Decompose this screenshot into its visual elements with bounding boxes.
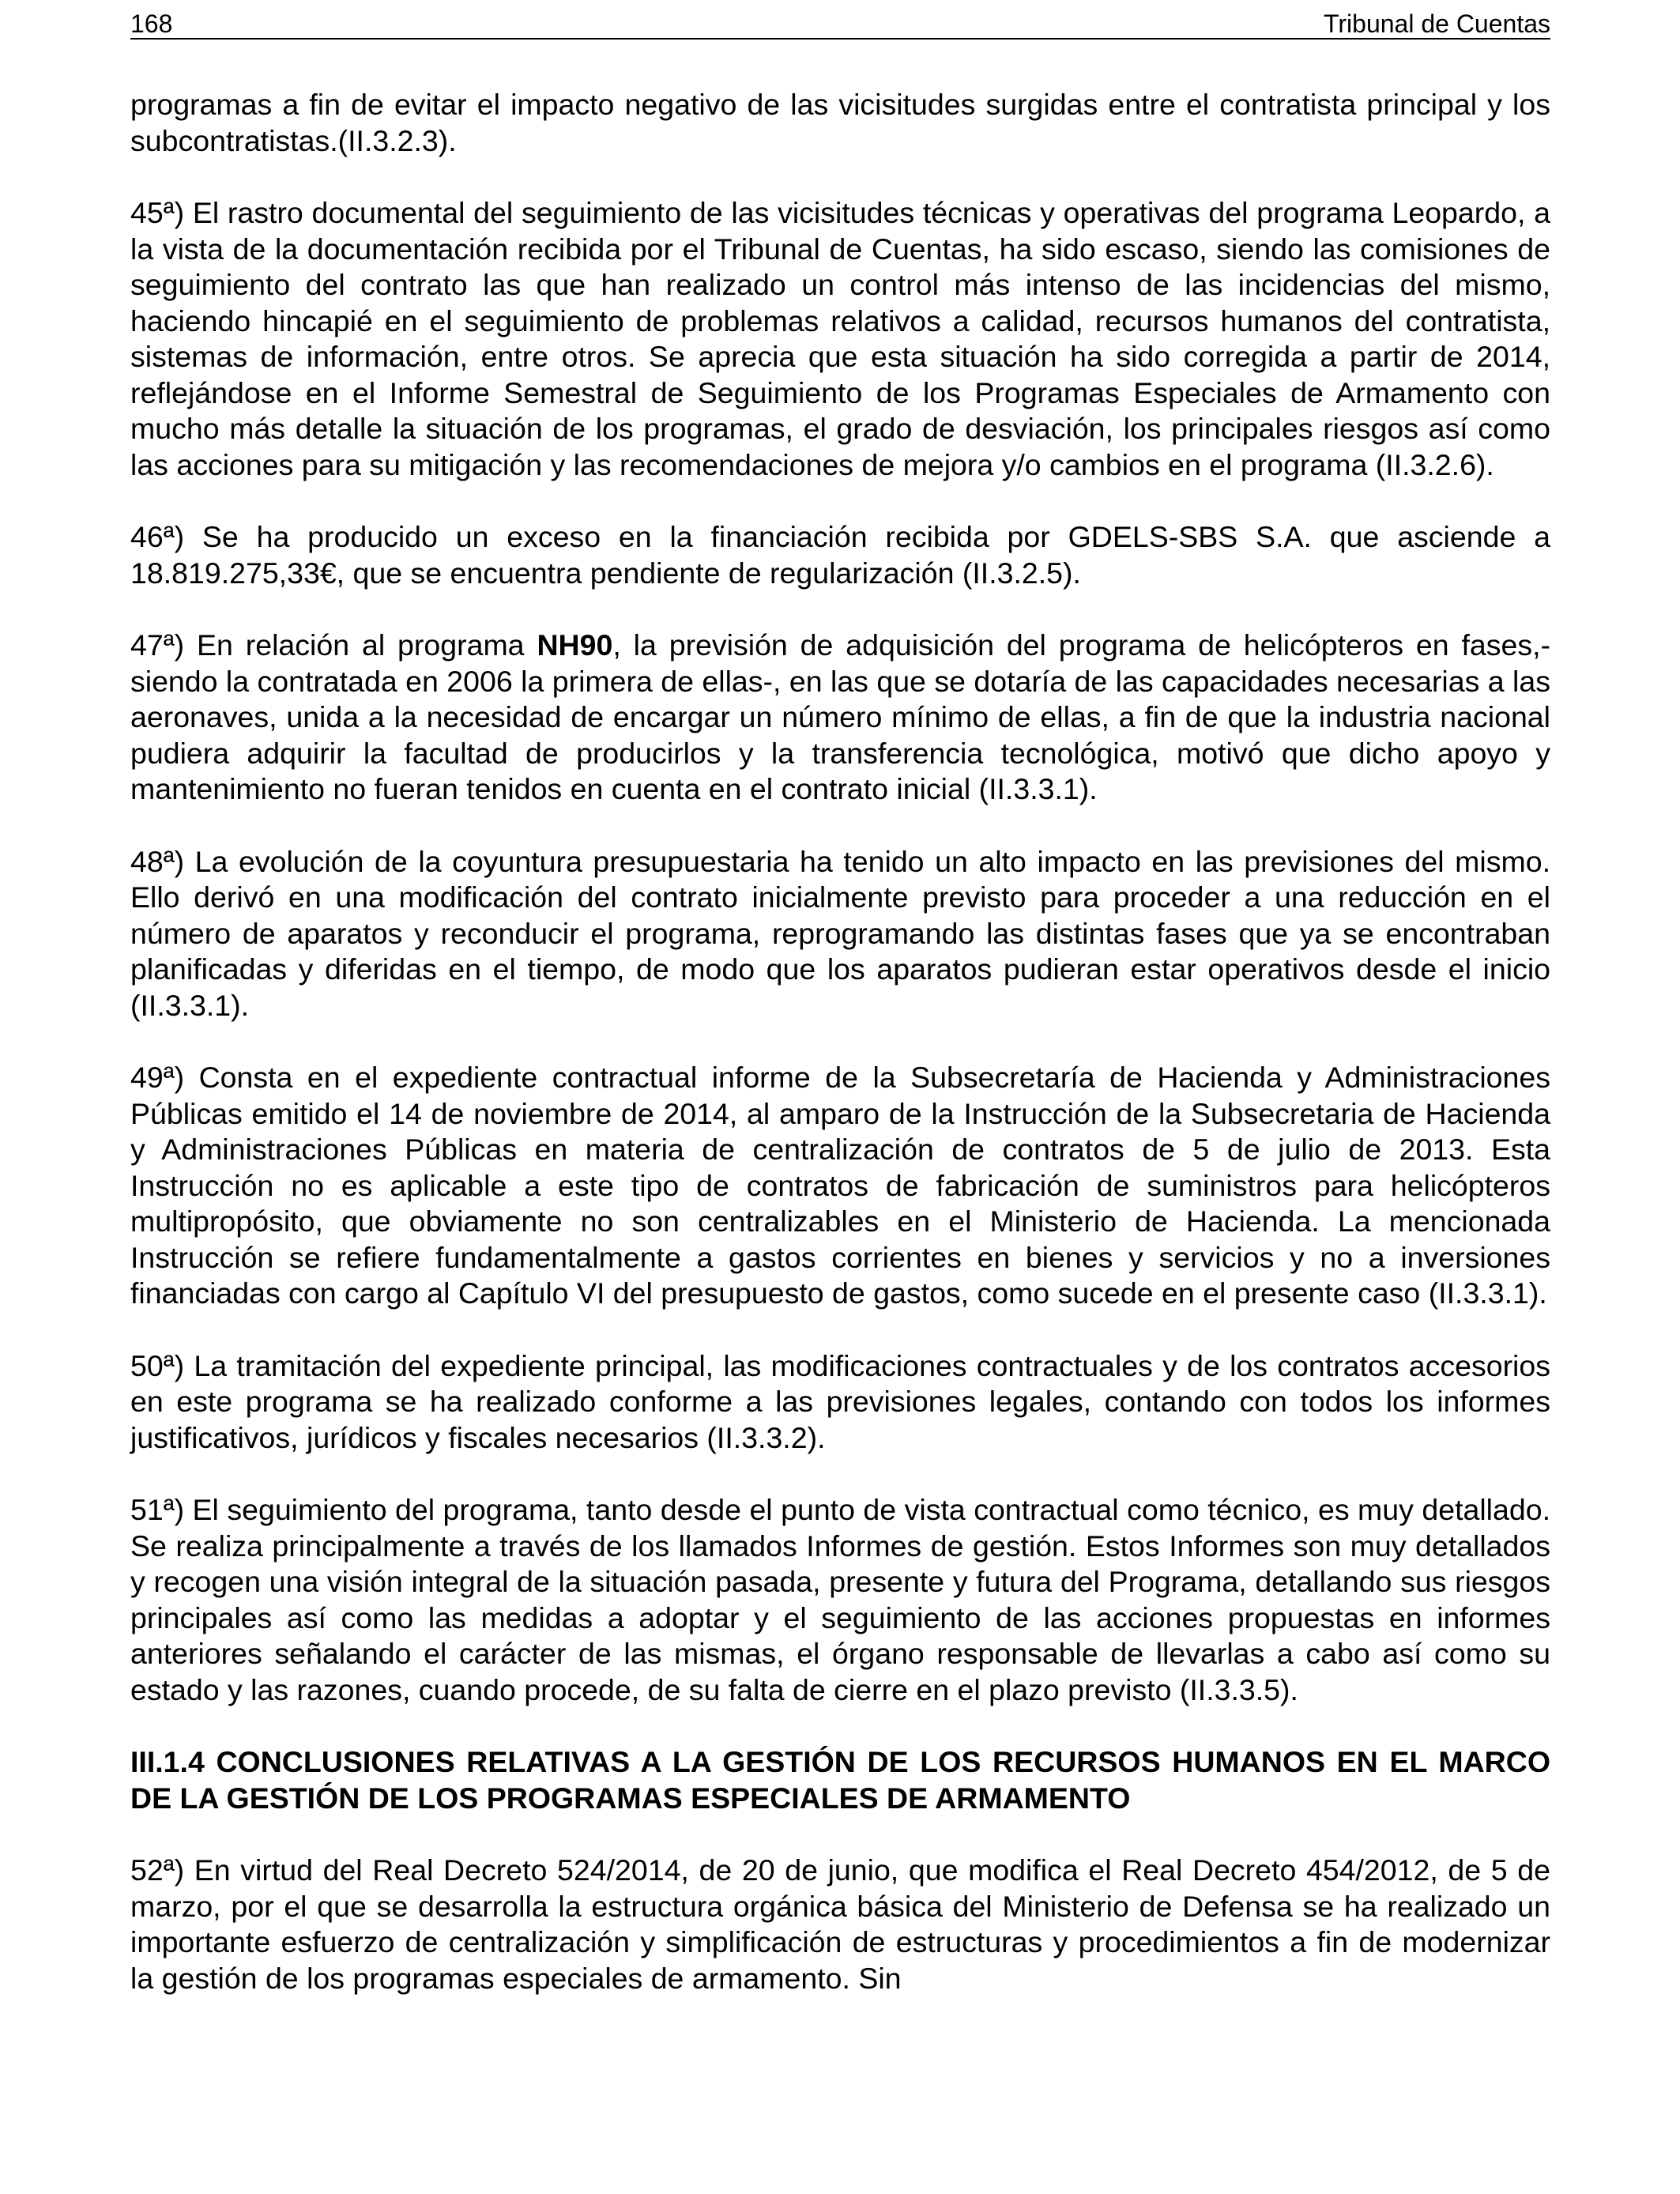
- paragraph-49: 49ª) Consta en el expediente contractual informe de la Subsecretaría de Hacienda y Administraciones Públicas emitido el 14 de noviembre de 2014, al amparo de la Instrucción de la Subsecretaria de Hacienda y Administraciones Públicas en materia de centralización de contratos de 5 de julio de 2013. Esta Instrucción no es aplicable a este tipo de contratos de fabricación de suministros para helicópteros multipropósito, que obviamente no son centralizables en el Ministerio de Hacienda. La mencionada Instrucción se refiere fundamentalmente a gastos corrientes en bienes y servicios y no a inversiones financiadas con cargo al Capítulo VI del presupuesto de gastos, como sucede en el presente caso (II.3.3.1).: [130, 1061, 1550, 1310]
- paragraph-47-suffix: , la previsión de adquisición del programa de helicópteros en fases,- siendo la contratada en 2006 la primera de ellas-, en las que se dotaría de las capacidades necesarias a las aeronaves, unida a la necesidad de encargar un número mínimo de ellas, a fin de que la industria nacional pudiera adquirir la facultad de producirlos y la transferencia tecnológica, motivó que dicho apoyo y mantenimiento no fueran tenidos en cuenta en el contrato inicial (II.3.3.1).: [130, 628, 1550, 805]
- paragraph-48: 48ª) La evolución de la coyuntura presupuestaria ha tenido un alto impacto en las previsiones del mismo. Ello derivó en una modificación del contrato inicialmente previsto para proceder a una reducción en el número de aparatos y reconducir el programa, reprogramando las distintas fases que ya se encontraban planificadas y diferidas en el tiempo, de modo que los aparatos pudieran estar operativos desde el inicio (II.3.3.1).: [130, 844, 1550, 1022]
- paragraph-50: 50ª) La tramitación del expediente principal, las modificaciones contractuales y de los contratos accesorios en este programa se ha realizado conforme a las previsiones legales, contando con todos los informes justificativos, jurídicos y fiscales necesarios (II.3.3.2).: [130, 1348, 1550, 1454]
- paragraph-47: [130, 628, 1550, 808]
- paragraph-46: 46ª) Se ha producido un exceso en la financiación recibida por GDELS-SBS S.A. que asciende a 18.819.275,33€, que se encuentra pendiente de regularización (II.3.2.5).: [130, 520, 1550, 590]
- document-body: [130, 87, 1550, 2033]
- paragraph-52: 52ª) En virtud del Real Decreto 524/2014, de 20 de junio, que modifica el Real Decreto 454/2012, de 5 de marzo, por el que se desarrolla la estructura orgánica básica del Ministerio de Defensa se ha realizado un importante esfuerzo de centralización y simplificación de estructuras y procedimientos a fin de modernizar la gestión de los programas especiales de armamento. Sin: [130, 1853, 1550, 1995]
- program-name-nh90: NH90: [537, 628, 613, 662]
- paragraph-45: 45ª) El rastro documental del seguimiento de las vicisitudes técnicas y operativas del programa Leopardo, a la vista de la documentación recibida por el Tribunal de Cuentas, ha sido escaso, siendo las comisiones de seguimiento del contrato las que han realizado un control más intenso de las incidencias del mismo, haciendo hincapié en el seguimiento de problemas relativos a calidad, recursos humanos del contratista, sistemas de información, entre otros. Se aprecia que esta situación ha sido corregida a partir de 2014, reflejándose en el Informe Semestral de Seguimiento de los Programas Especiales de Armamento con mucho más detalle la situación de los programas, el grado de desviación, los principales riesgos así como las acciones para su mitigación y las recomendaciones de mejora y/o cambios en el programa (II.3.2.6).: [130, 196, 1550, 481]
- page-number: 168: [130, 9, 173, 38]
- paragraph-51: 51ª) El seguimiento del programa, tanto desde el punto de vista contractual como técnico, es muy detallado. Se realiza principalmente a través de los llamados Informes de gestión. Estos Informes son muy detallados y recogen una visión integral de la situación pasada, presente y futura del Programa, detallando sus riesgos principales así como las medidas a adoptar y el seguimiento de las acciones propuestas en informes anteriores señalando el carácter de las mismas, el órgano responsable de llevarlas a cabo así como su estado y las razones, cuando procede, de su falta de cierre en el plazo previsto (II.3.3.5).: [130, 1493, 1550, 1706]
- paragraph-continuation: programas a fin de evitar el impacto negativo de las vicisitudes surgidas entre el contratista principal y los subcontratistas.(II.3.2.3).: [130, 88, 1550, 157]
- paragraph-47-prefix: 47ª) En relación al programa: [130, 628, 537, 662]
- page-header: [130, 3, 1550, 40]
- section-heading: III.1.4 CONCLUSIONES RELATIVAS A LA GESTIÓN DE LOS RECURSOS HUMANOS EN EL MARCO DE LA GESTIÓN DE LOS PROGRAMAS ESPECIALES DE ARMAMENTO: [130, 1745, 1550, 1815]
- running-header-title: Tribunal de Cuentas: [1324, 9, 1550, 38]
